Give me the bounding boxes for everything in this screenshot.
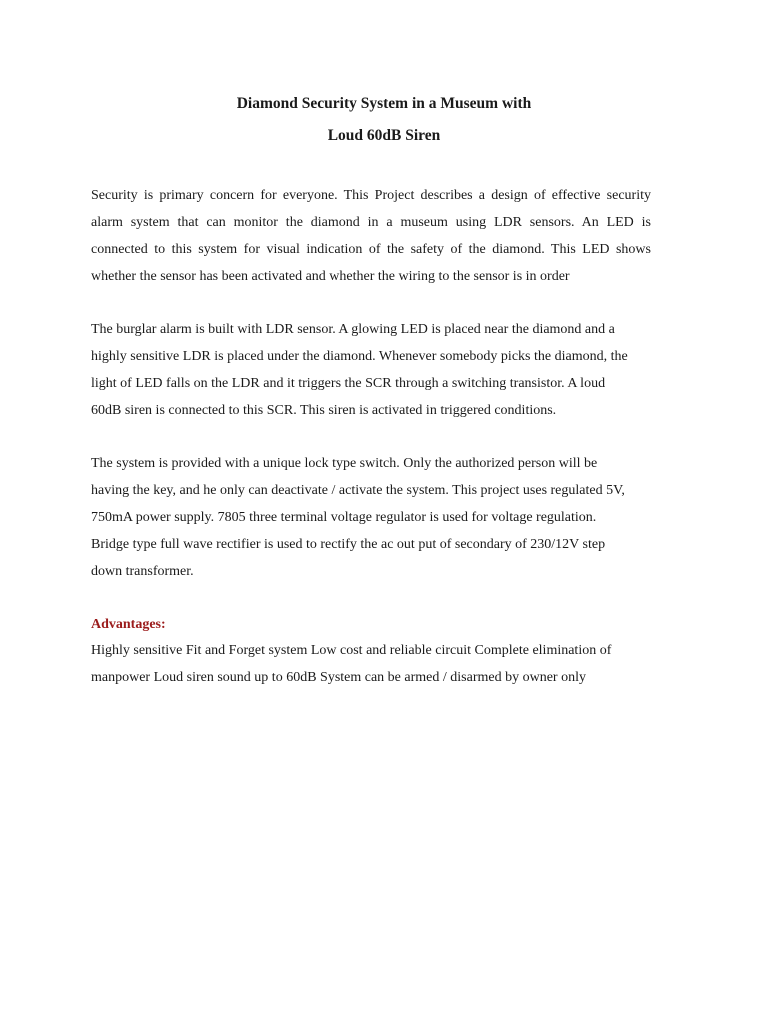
paragraph-line: Security is primary concern for everyone. This Project describes a design of effective security — [91, 188, 651, 203]
paragraph-advantages — [91, 637, 651, 691]
paragraph-burglar-alarm — [91, 316, 651, 424]
paragraph-line: The system is provided with a unique lock type switch. Only the authorized person will be — [91, 456, 598, 471]
paragraph-lock-switch — [91, 450, 651, 585]
advantages-heading: Advantages: — [91, 617, 166, 632]
paragraph-line: whether the sensor has been activated and whether the wiring to the sensor is in order — [91, 269, 570, 284]
paragraph-line: highly sensitive LDR is placed under the diamond. Whenever somebody picks the diamond, the — [91, 349, 628, 364]
paragraph-line: The burglar alarm is built with LDR sensor. A glowing LED is placed near the diamond and a — [91, 322, 615, 337]
paragraph-line: connected to this system for visual indication of the safety of the diamond. This LED shows — [91, 242, 651, 257]
document-title-line-2: Loud 60dB Siren — [327, 127, 441, 144]
paragraph-line: Bridge type full wave rectifier is used to rectify the ac out put of secondary of 230/12V step — [91, 537, 606, 552]
paragraph-line: manpower Loud siren sound up to 60dB System can be armed / disarmed by owner only — [91, 670, 586, 685]
paragraph-line: Highly sensitive Fit and Forget system Low cost and reliable circuit Complete elimination of — [91, 643, 612, 658]
paragraph-line: having the key, and he only can deactivate / activate the system. This project uses regulated 5V, — [91, 483, 625, 498]
paragraph-line: 60dB siren is connected to this SCR. This siren is activated in triggered conditions. — [91, 403, 557, 418]
paragraph-introduction — [91, 182, 651, 290]
paragraph-line: 750mA power supply. 7805 three terminal voltage regulator is used for voltage regulation. — [91, 510, 597, 525]
paragraph-line: down transformer. — [91, 564, 194, 579]
document-title-line-1: Diamond Security System in a Museum with — [236, 95, 532, 112]
paragraph-line: light of LED falls on the LDR and it triggers the SCR through a switching transistor. A loud — [91, 376, 606, 391]
paragraph-line: alarm system that can monitor the diamond in a museum using LDR sensors. An LED is — [91, 215, 651, 230]
